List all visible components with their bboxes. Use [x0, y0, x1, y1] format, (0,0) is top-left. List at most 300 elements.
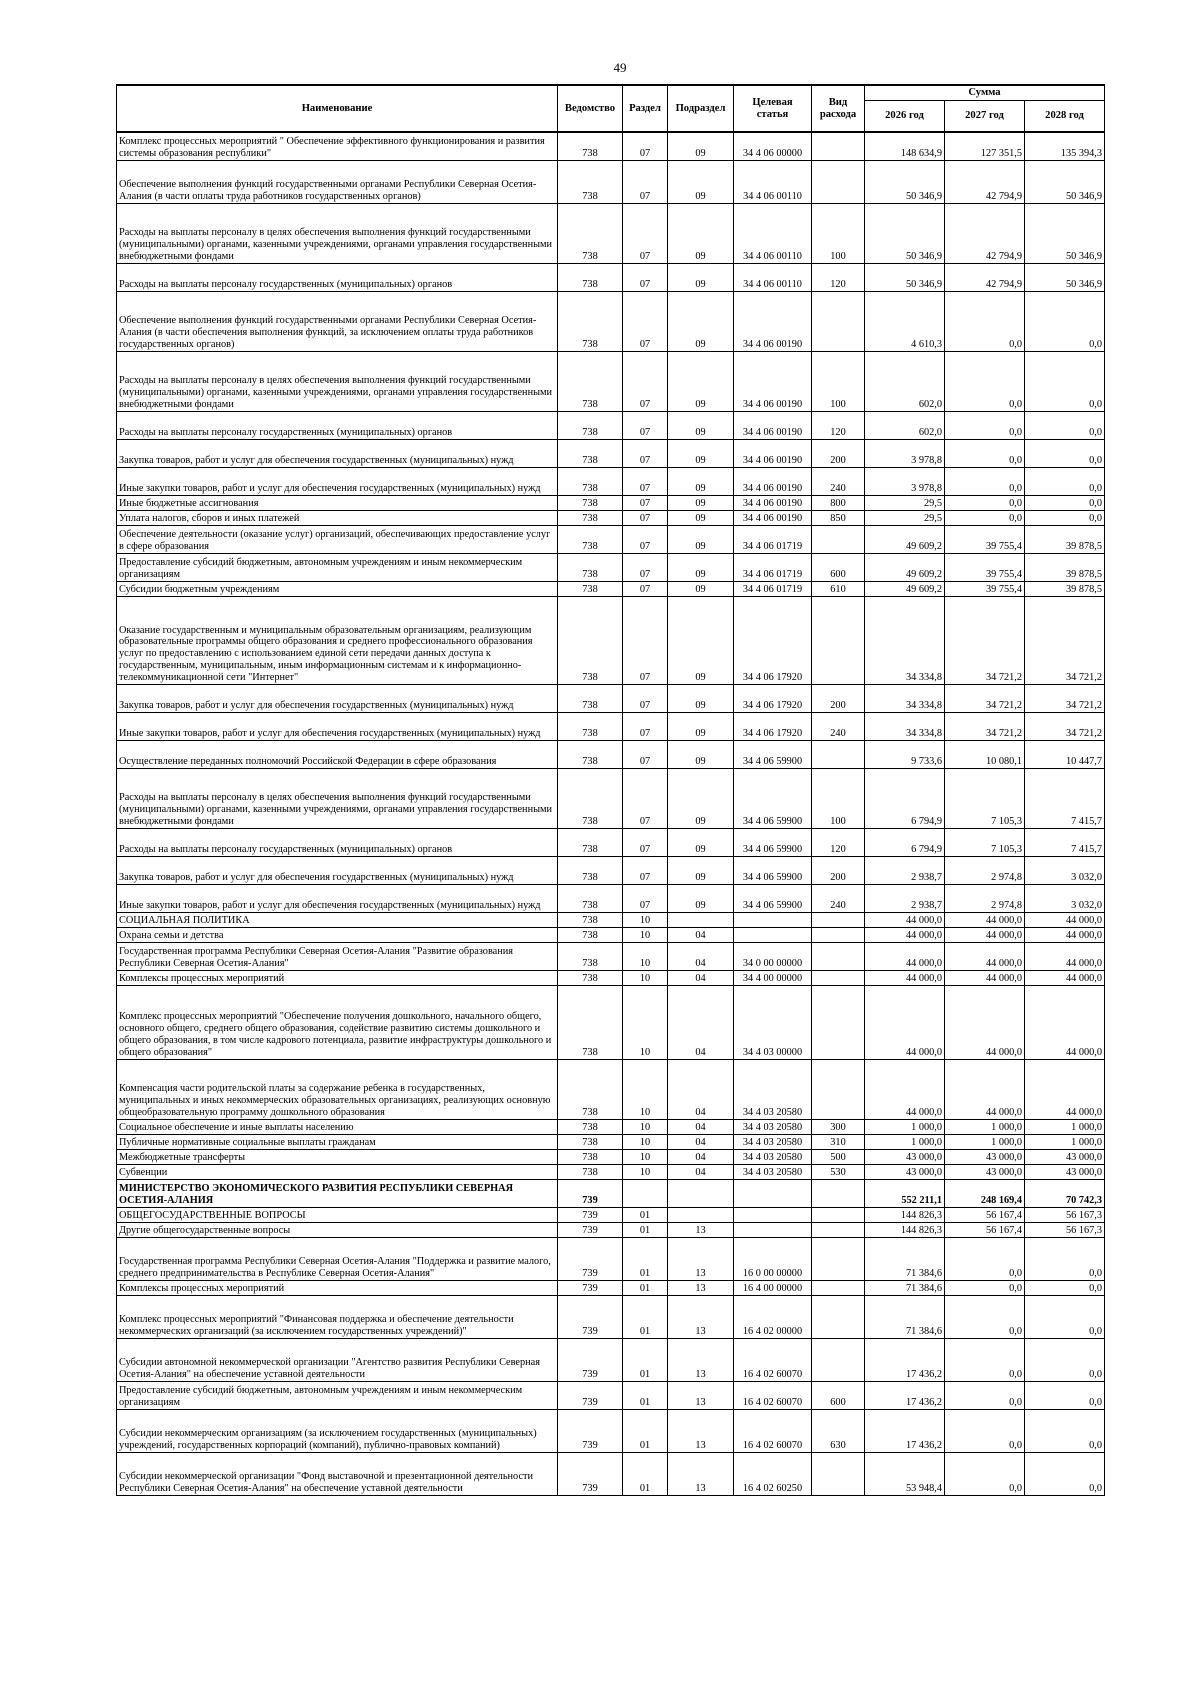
cell-exp-type: 610 — [812, 581, 865, 596]
cell-dept: 739 — [558, 1222, 623, 1237]
cell-name: Другие общегосударственные вопросы — [117, 1222, 558, 1237]
cell-dept: 738 — [558, 132, 623, 160]
cell-section: 07 — [623, 495, 668, 510]
cell-2026: 71 384,6 — [865, 1280, 945, 1295]
cell-subsection: 09 — [668, 712, 734, 740]
cell-2028: 3 032,0 — [1025, 856, 1105, 884]
cell-2026: 1 000,0 — [865, 1119, 945, 1134]
table-row — [117, 581, 1105, 596]
cell-target: 34 4 06 59900 — [734, 768, 812, 828]
cell-section: 10 — [623, 1119, 668, 1134]
cell-2026: 144 826,3 — [865, 1207, 945, 1222]
cell-name: Субвенции — [117, 1164, 558, 1179]
cell-section: 01 — [623, 1295, 668, 1338]
cell-target: 34 4 03 20580 — [734, 1119, 812, 1134]
table-row — [117, 510, 1105, 525]
cell-2026: 29,5 — [865, 510, 945, 525]
cell-2028: 70 742,3 — [1025, 1179, 1105, 1207]
header-sum: Сумма — [865, 85, 1105, 101]
cell-2026: 50 346,9 — [865, 160, 945, 203]
cell-2028: 0,0 — [1025, 1338, 1105, 1381]
cell-section: 07 — [623, 740, 668, 768]
cell-exp-type — [812, 596, 865, 684]
cell-name: Социальное обеспечение и иные выплаты населению — [117, 1119, 558, 1134]
cell-exp-type — [812, 1222, 865, 1237]
cell-2028: 50 346,9 — [1025, 263, 1105, 291]
cell-2028: 44 000,0 — [1025, 927, 1105, 942]
cell-2028: 7 415,7 — [1025, 828, 1105, 856]
cell-2026: 34 334,8 — [865, 712, 945, 740]
cell-2027: 43 000,0 — [945, 1149, 1025, 1164]
cell-subsection: 09 — [668, 884, 734, 912]
cell-section: 07 — [623, 291, 668, 351]
cell-target: 34 4 06 00110 — [734, 203, 812, 263]
cell-2027: 0,0 — [945, 351, 1025, 411]
table-row — [117, 411, 1105, 439]
table-row — [117, 1409, 1105, 1452]
table-row — [117, 1207, 1105, 1222]
table-row — [117, 1134, 1105, 1149]
cell-section: 07 — [623, 884, 668, 912]
cell-subsection: 04 — [668, 1134, 734, 1149]
cell-subsection: 09 — [668, 132, 734, 160]
cell-2027: 0,0 — [945, 467, 1025, 495]
cell-2026: 71 384,6 — [865, 1295, 945, 1338]
table-row — [117, 684, 1105, 712]
header-year-2027: 2027 год — [945, 101, 1025, 133]
table-row — [117, 1338, 1105, 1381]
cell-exp-type: 120 — [812, 828, 865, 856]
header-name: Наименование — [117, 85, 558, 132]
cell-section: 10 — [623, 1134, 668, 1149]
cell-dept: 738 — [558, 203, 623, 263]
cell-section: 07 — [623, 160, 668, 203]
header-target: Целевая статья — [734, 85, 812, 132]
cell-target: 34 4 06 00190 — [734, 510, 812, 525]
cell-exp-type: 240 — [812, 467, 865, 495]
cell-2028: 34 721,2 — [1025, 596, 1105, 684]
cell-exp-type: 120 — [812, 263, 865, 291]
cell-exp-type — [812, 1295, 865, 1338]
cell-target: 34 4 06 00110 — [734, 263, 812, 291]
cell-2028: 10 447,7 — [1025, 740, 1105, 768]
cell-2026: 34 334,8 — [865, 684, 945, 712]
cell-name: Расходы на выплаты персоналу государственных (муниципальных) органов — [117, 411, 558, 439]
cell-name: Уплата налогов, сборов и иных платежей — [117, 510, 558, 525]
cell-target: 34 4 06 00190 — [734, 291, 812, 351]
cell-2028: 1 000,0 — [1025, 1134, 1105, 1149]
cell-target: 34 4 06 00110 — [734, 160, 812, 203]
cell-name: Государственная программа Республики Северная Осетия-Алания "Развитие образования Республики Северная Осетия-Алания" — [117, 942, 558, 970]
cell-name: Закупка товаров, работ и услуг для обеспечения государственных (муниципальных) нужд — [117, 856, 558, 884]
cell-subsection: 09 — [668, 856, 734, 884]
cell-2026: 44 000,0 — [865, 927, 945, 942]
cell-target: 34 4 06 00190 — [734, 467, 812, 495]
cell-section: 07 — [623, 712, 668, 740]
cell-2026: 9 733,6 — [865, 740, 945, 768]
cell-2026: 3 978,8 — [865, 439, 945, 467]
cell-subsection: 09 — [668, 263, 734, 291]
cell-exp-type — [812, 970, 865, 985]
table-row — [117, 884, 1105, 912]
cell-exp-type: 120 — [812, 411, 865, 439]
cell-2027: 39 755,4 — [945, 553, 1025, 581]
cell-dept: 738 — [558, 1134, 623, 1149]
cell-2027: 44 000,0 — [945, 1059, 1025, 1119]
cell-subsection: 09 — [668, 596, 734, 684]
cell-target: 34 4 06 17920 — [734, 712, 812, 740]
table-row — [117, 1237, 1105, 1280]
cell-subsection: 04 — [668, 970, 734, 985]
cell-2026: 4 610,3 — [865, 291, 945, 351]
cell-2027: 42 794,9 — [945, 263, 1025, 291]
cell-name: Осуществление переданных полномочий Российской Федерации в сфере образования — [117, 740, 558, 768]
cell-name: ОБЩЕГОСУДАРСТВЕННЫЕ ВОПРОСЫ — [117, 1207, 558, 1222]
cell-target: 34 4 03 20580 — [734, 1164, 812, 1179]
cell-2028: 39 878,5 — [1025, 581, 1105, 596]
cell-name: Обеспечение выполнения функций государственными органами Республики Северная Осетия-Алания (в части оплаты труда работников государственных органов) — [117, 160, 558, 203]
cell-2027: 44 000,0 — [945, 912, 1025, 927]
cell-2028: 56 167,3 — [1025, 1207, 1105, 1222]
cell-subsection: 04 — [668, 1164, 734, 1179]
cell-2026: 34 334,8 — [865, 596, 945, 684]
cell-2026: 602,0 — [865, 411, 945, 439]
cell-target: 34 4 03 20580 — [734, 1059, 812, 1119]
cell-name: СОЦИАЛЬНАЯ ПОЛИТИКА — [117, 912, 558, 927]
table-row — [117, 1164, 1105, 1179]
cell-section: 10 — [623, 985, 668, 1059]
cell-2028: 0,0 — [1025, 1452, 1105, 1495]
table-row — [117, 596, 1105, 684]
cell-target: 34 4 06 01719 — [734, 581, 812, 596]
cell-2026: 17 436,2 — [865, 1338, 945, 1381]
cell-target: 16 0 00 00000 — [734, 1237, 812, 1280]
cell-subsection: 09 — [668, 291, 734, 351]
cell-target: 34 4 03 00000 — [734, 985, 812, 1059]
cell-2028: 44 000,0 — [1025, 985, 1105, 1059]
cell-exp-type — [812, 740, 865, 768]
cell-2027: 44 000,0 — [945, 942, 1025, 970]
table-row — [117, 467, 1105, 495]
cell-section: 07 — [623, 553, 668, 581]
cell-name: Комплексы процессных мероприятий — [117, 970, 558, 985]
cell-target: 34 4 06 59900 — [734, 856, 812, 884]
cell-2026: 2 938,7 — [865, 884, 945, 912]
cell-2026: 44 000,0 — [865, 942, 945, 970]
cell-subsection: 13 — [668, 1280, 734, 1295]
cell-exp-type: 500 — [812, 1149, 865, 1164]
table-row — [117, 525, 1105, 553]
cell-name: Компенсация части родительской платы за содержание ребенка в государственных, муниципальных и иных некоммерческих образовательных организациях, реализующих основную общеобразовательную программу дошкольного образования — [117, 1059, 558, 1119]
cell-section: 07 — [623, 581, 668, 596]
cell-section: 07 — [623, 525, 668, 553]
cell-2027: 42 794,9 — [945, 160, 1025, 203]
cell-dept: 739 — [558, 1295, 623, 1338]
budget-table — [116, 84, 1105, 1496]
table-row — [117, 912, 1105, 927]
cell-name: Комплекс процессных мероприятий "Финансовая поддержка и обеспечение деятельности некоммерческих организаций (за исключением государственных учреждений)" — [117, 1295, 558, 1338]
cell-2027: 127 351,5 — [945, 132, 1025, 160]
table-row — [117, 1295, 1105, 1338]
cell-name: Субсидии некоммерческой организации "Фонд выставочной и презентационной деятельности Республики Северная Осетия-Алания" на обеспечение уставной деятельности — [117, 1452, 558, 1495]
cell-subsection: 13 — [668, 1295, 734, 1338]
cell-2027: 7 105,3 — [945, 768, 1025, 828]
cell-section: 07 — [623, 263, 668, 291]
table-row — [117, 828, 1105, 856]
cell-name: Расходы на выплаты персоналу в целях обеспечения выполнения функций государственными (муниципальными) органами, казенными учреждениями, органами управления государственными внебюджетными фондами — [117, 203, 558, 263]
cell-2026: 50 346,9 — [865, 203, 945, 263]
header-exp-type: Вид расхода — [812, 85, 865, 132]
cell-target: 34 4 00 00000 — [734, 970, 812, 985]
cell-subsection: 09 — [668, 467, 734, 495]
cell-dept: 738 — [558, 525, 623, 553]
cell-target — [734, 1179, 812, 1207]
cell-2027: 0,0 — [945, 1280, 1025, 1295]
cell-target: 34 4 06 59900 — [734, 828, 812, 856]
table-row — [117, 495, 1105, 510]
cell-subsection: 04 — [668, 942, 734, 970]
cell-name: Расходы на выплаты персоналу в целях обеспечения выполнения функций государственными (муниципальными) органами, казенными учреждениями, органами управления государственными внебюджетными фондами — [117, 351, 558, 411]
cell-exp-type — [812, 1059, 865, 1119]
cell-dept: 738 — [558, 510, 623, 525]
cell-2026: 29,5 — [865, 495, 945, 510]
cell-2026: 44 000,0 — [865, 912, 945, 927]
cell-dept: 738 — [558, 581, 623, 596]
cell-2026: 17 436,2 — [865, 1381, 945, 1409]
cell-target: 34 4 06 59900 — [734, 740, 812, 768]
cell-exp-type — [812, 942, 865, 970]
table-row — [117, 768, 1105, 828]
cell-target — [734, 927, 812, 942]
cell-2026: 3 978,8 — [865, 467, 945, 495]
cell-dept: 738 — [558, 768, 623, 828]
cell-dept: 738 — [558, 467, 623, 495]
cell-name: Оказание государственным и муниципальным образовательным организациям, реализующим образовательные программы общего образования и среднего профессионального образования услуг по предоставлению с использованием единой сети передачи данных доступа к государственным, муниципальным, иным информационным системам и к информационно-телекоммуникационной сети "Интернет" — [117, 596, 558, 684]
cell-2027: 0,0 — [945, 1295, 1025, 1338]
table-row — [117, 1149, 1105, 1164]
cell-2027: 42 794,9 — [945, 203, 1025, 263]
cell-section: 07 — [623, 684, 668, 712]
cell-2027: 56 167,4 — [945, 1207, 1025, 1222]
cell-2028: 50 346,9 — [1025, 203, 1105, 263]
cell-dept: 738 — [558, 684, 623, 712]
cell-dept: 738 — [558, 411, 623, 439]
cell-subsection: 13 — [668, 1452, 734, 1495]
cell-exp-type — [812, 1452, 865, 1495]
cell-section: 10 — [623, 1164, 668, 1179]
cell-exp-type: 630 — [812, 1409, 865, 1452]
cell-2026: 44 000,0 — [865, 970, 945, 985]
table-row — [117, 553, 1105, 581]
cell-2028: 0,0 — [1025, 1381, 1105, 1409]
cell-exp-type: 100 — [812, 768, 865, 828]
cell-subsection: 09 — [668, 411, 734, 439]
table-row — [117, 1179, 1105, 1207]
cell-dept: 739 — [558, 1338, 623, 1381]
cell-exp-type: 200 — [812, 439, 865, 467]
cell-2028: 43 000,0 — [1025, 1149, 1105, 1164]
cell-2028: 44 000,0 — [1025, 912, 1105, 927]
cell-section: 07 — [623, 439, 668, 467]
cell-2027: 43 000,0 — [945, 1164, 1025, 1179]
table-row — [117, 856, 1105, 884]
cell-section: 07 — [623, 856, 668, 884]
cell-target: 34 4 03 20580 — [734, 1134, 812, 1149]
cell-subsection — [668, 912, 734, 927]
cell-name: Предоставление субсидий бюджетным, автономным учреждениям и иным некоммерческим организациям — [117, 1381, 558, 1409]
cell-2027: 34 721,2 — [945, 684, 1025, 712]
cell-subsection: 09 — [668, 510, 734, 525]
cell-exp-type — [812, 985, 865, 1059]
cell-2028: 1 000,0 — [1025, 1119, 1105, 1134]
cell-name: Комплекс процессных мероприятий "Обеспечение получения дошкольного, начального общего, основного общего, среднего общего образования, содействие развитию системы дошкольного и общего образования, в том числе кадрового потенциала, развитие инфраструктуры дошкольного и общего образования" — [117, 985, 558, 1059]
table-body — [117, 132, 1105, 1495]
cell-target: 34 4 06 00190 — [734, 439, 812, 467]
cell-2027: 7 105,3 — [945, 828, 1025, 856]
cell-exp-type: 200 — [812, 856, 865, 884]
cell-dept: 738 — [558, 970, 623, 985]
cell-exp-type — [812, 1280, 865, 1295]
cell-exp-type — [812, 525, 865, 553]
cell-2028: 0,0 — [1025, 291, 1105, 351]
cell-dept: 738 — [558, 712, 623, 740]
cell-2028: 44 000,0 — [1025, 1059, 1105, 1119]
header-subsection: Подраздел — [668, 85, 734, 132]
cell-name: Охрана семьи и детства — [117, 927, 558, 942]
cell-2027: 248 169,4 — [945, 1179, 1025, 1207]
cell-dept: 739 — [558, 1207, 623, 1222]
cell-2027: 0,0 — [945, 510, 1025, 525]
cell-exp-type — [812, 160, 865, 203]
cell-dept: 738 — [558, 1164, 623, 1179]
cell-target: 34 4 06 00190 — [734, 495, 812, 510]
cell-section: 07 — [623, 467, 668, 495]
cell-target — [734, 1207, 812, 1222]
cell-2028: 0,0 — [1025, 411, 1105, 439]
cell-dept: 738 — [558, 596, 623, 684]
cell-2028: 34 721,2 — [1025, 712, 1105, 740]
cell-2027: 0,0 — [945, 439, 1025, 467]
cell-dept: 738 — [558, 351, 623, 411]
cell-section: 10 — [623, 1059, 668, 1119]
cell-2027: 44 000,0 — [945, 985, 1025, 1059]
table-row — [117, 1452, 1105, 1495]
cell-dept: 738 — [558, 985, 623, 1059]
cell-2027: 0,0 — [945, 1381, 1025, 1409]
table-row — [117, 927, 1105, 942]
cell-section: 07 — [623, 828, 668, 856]
cell-2027: 0,0 — [945, 1237, 1025, 1280]
cell-exp-type — [812, 1237, 865, 1280]
cell-dept: 738 — [558, 1119, 623, 1134]
cell-section: 07 — [623, 768, 668, 828]
cell-dept: 738 — [558, 942, 623, 970]
cell-dept: 738 — [558, 912, 623, 927]
cell-section — [623, 1179, 668, 1207]
cell-2027: 2 974,8 — [945, 856, 1025, 884]
cell-2026: 148 634,9 — [865, 132, 945, 160]
cell-section: 10 — [623, 942, 668, 970]
cell-2028: 0,0 — [1025, 439, 1105, 467]
cell-subsection: 09 — [668, 495, 734, 510]
table-row — [117, 132, 1105, 160]
cell-2028: 0,0 — [1025, 495, 1105, 510]
cell-exp-type — [812, 1338, 865, 1381]
cell-2028: 44 000,0 — [1025, 942, 1105, 970]
cell-section: 10 — [623, 912, 668, 927]
cell-name: Закупка товаров, работ и услуг для обеспечения государственных (муниципальных) нужд — [117, 439, 558, 467]
cell-2027: 39 755,4 — [945, 525, 1025, 553]
cell-dept: 739 — [558, 1381, 623, 1409]
cell-target — [734, 1222, 812, 1237]
cell-name: Иные бюджетные ассигнования — [117, 495, 558, 510]
cell-subsection: 13 — [668, 1222, 734, 1237]
cell-dept: 738 — [558, 1149, 623, 1164]
cell-2027: 0,0 — [945, 411, 1025, 439]
cell-2026: 53 948,4 — [865, 1452, 945, 1495]
cell-section: 10 — [623, 1149, 668, 1164]
cell-2026: 44 000,0 — [865, 985, 945, 1059]
cell-2026: 50 346,9 — [865, 263, 945, 291]
cell-section: 01 — [623, 1222, 668, 1237]
cell-2027: 10 080,1 — [945, 740, 1025, 768]
cell-2026: 49 609,2 — [865, 525, 945, 553]
cell-section: 10 — [623, 927, 668, 942]
cell-2027: 39 755,4 — [945, 581, 1025, 596]
cell-exp-type — [812, 912, 865, 927]
cell-dept: 738 — [558, 828, 623, 856]
cell-subsection: 09 — [668, 553, 734, 581]
cell-subsection: 09 — [668, 351, 734, 411]
cell-dept: 738 — [558, 291, 623, 351]
cell-section: 10 — [623, 970, 668, 985]
cell-dept: 738 — [558, 439, 623, 467]
cell-target: 34 4 06 59900 — [734, 884, 812, 912]
cell-subsection: 13 — [668, 1409, 734, 1452]
cell-target: 16 4 02 00000 — [734, 1295, 812, 1338]
cell-2028: 0,0 — [1025, 1409, 1105, 1452]
table-row — [117, 1280, 1105, 1295]
cell-target: 34 0 00 00000 — [734, 942, 812, 970]
table-row — [117, 1222, 1105, 1237]
cell-exp-type: 800 — [812, 495, 865, 510]
cell-dept: 739 — [558, 1179, 623, 1207]
cell-2027: 1 000,0 — [945, 1119, 1025, 1134]
cell-exp-type: 850 — [812, 510, 865, 525]
cell-dept: 739 — [558, 1280, 623, 1295]
cell-subsection: 04 — [668, 1059, 734, 1119]
cell-section: 01 — [623, 1409, 668, 1452]
cell-section: 01 — [623, 1338, 668, 1381]
cell-exp-type: 310 — [812, 1134, 865, 1149]
cell-2026: 44 000,0 — [865, 1059, 945, 1119]
cell-subsection: 09 — [668, 525, 734, 553]
cell-dept: 738 — [558, 740, 623, 768]
cell-section: 07 — [623, 351, 668, 411]
cell-target: 34 4 06 00190 — [734, 411, 812, 439]
cell-2028: 135 394,3 — [1025, 132, 1105, 160]
cell-2027: 56 167,4 — [945, 1222, 1025, 1237]
cell-dept: 739 — [558, 1452, 623, 1495]
cell-exp-type: 240 — [812, 884, 865, 912]
cell-section: 01 — [623, 1381, 668, 1409]
cell-exp-type: 100 — [812, 203, 865, 263]
cell-name: Предоставление субсидий бюджетным, автономным учреждениям и иным некоммерческим организациям — [117, 553, 558, 581]
cell-2026: 49 609,2 — [865, 581, 945, 596]
cell-subsection — [668, 1179, 734, 1207]
cell-2027: 2 974,8 — [945, 884, 1025, 912]
table-row — [117, 160, 1105, 203]
